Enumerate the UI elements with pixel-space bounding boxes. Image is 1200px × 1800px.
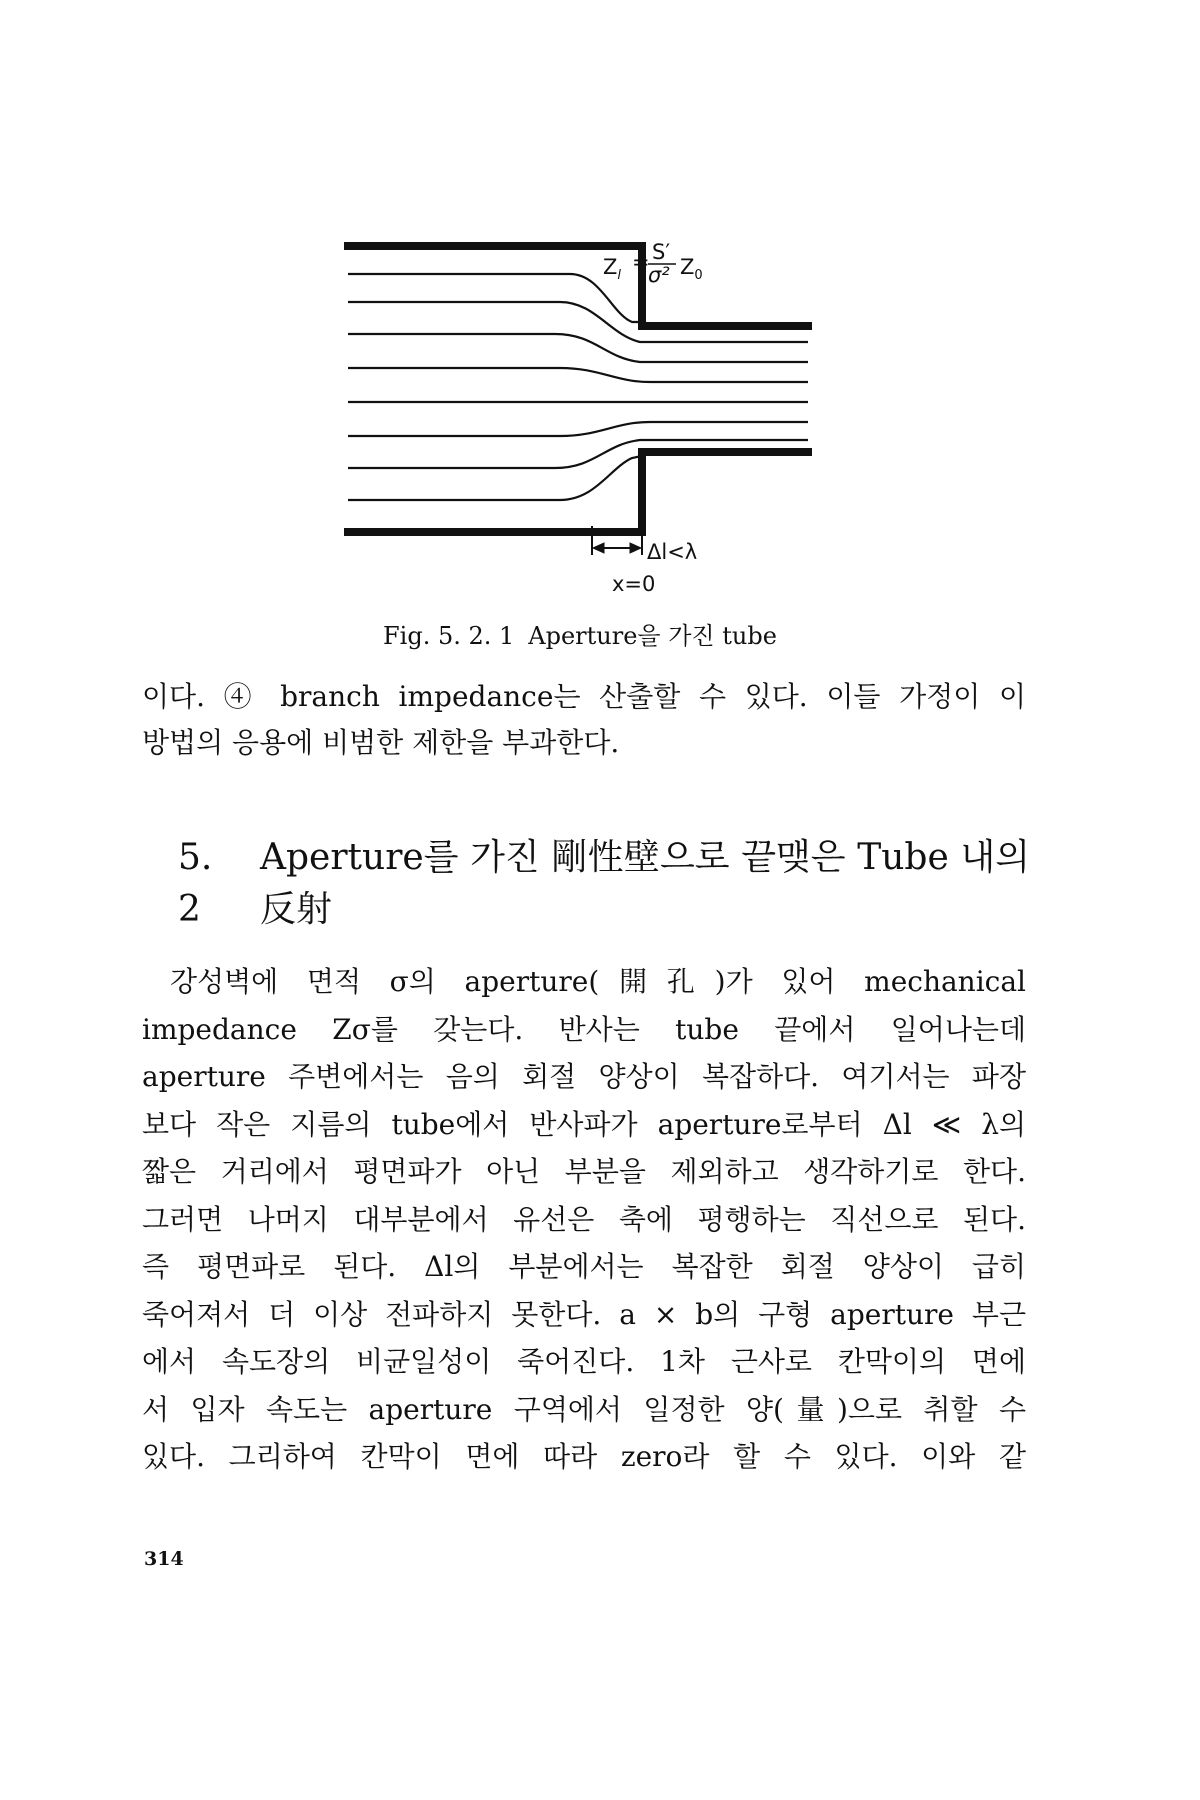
- formula-denominator: σ²: [648, 263, 670, 287]
- section-number: 5. 2: [178, 837, 213, 930]
- page-number: 314: [144, 1548, 184, 1570]
- figure-number: Fig. 5. 2. 1: [383, 622, 515, 650]
- paragraph-line: 강성벽에 면적 σ의 aperture(開孔)가 있어 mechanical: [170, 965, 1026, 998]
- streamline: [348, 422, 808, 436]
- paragraph-line: impedance Zσ를 갖는다. 반사는 tube 끝에서 일어나는데: [142, 1012, 1026, 1046]
- paragraph-line: 즉 평면파로 된다. Δl의 부분에서는 복잡한 회절 양상이 급히: [142, 1250, 1026, 1283]
- formula-equals: =: [632, 250, 650, 274]
- paragraph-line: aperture 주변에서는 음의 회절 양상이 복잡하다. 여기서는 파장: [142, 1060, 1026, 1093]
- paragraph-line: 있다. 그리하여 칸막이 면에 따라 zero라 할 수 있다. 이와 같: [142, 1440, 1026, 1473]
- section-title-line2: 反射: [260, 889, 333, 930]
- paragraph-line: 방법의 응용에 비범한 제한을 부과한다.: [142, 726, 620, 759]
- tube-walls: [348, 246, 808, 532]
- formula-lhs: $Z_l$: [603, 255, 622, 283]
- figure-aperture-tube: [330, 230, 830, 600]
- paragraph-intro: [142, 674, 1026, 766]
- x-origin-label: x=0: [612, 572, 656, 596]
- formula-rhs: $Z_0$: [680, 255, 703, 283]
- streamline: [348, 368, 808, 382]
- paragraph-body: [142, 958, 1026, 1481]
- paragraph-line: 보다 작은 지름의 tube에서 반사파가 aperture로부터 Δl ≪ λ의: [142, 1107, 1026, 1141]
- figure-caption: [383, 616, 777, 651]
- streamlines: [348, 274, 808, 500]
- tube-top-wall: [348, 246, 808, 326]
- paragraph-line: 에서 속도장의 비균일성이 죽어진다. 1차 근사로 칸막이의 면에: [142, 1345, 1026, 1378]
- section-title-line1: Aperture를 가진 剛性壁으로 끝맺은 Tube 내의: [260, 837, 1030, 878]
- paragraph-line: 짧은 거리에서 평면파가 아닌 부분을 제외하고 생각하기로 한다.: [142, 1155, 1026, 1188]
- delta-label: Δl<λ: [647, 540, 698, 564]
- paragraph-line: 죽어져서 더 이상 전파하지 못한다. a × b의 구형 aperture 부근: [142, 1297, 1026, 1331]
- paragraph-line: 이다. ④ branch impedance는 산출할 수 있다. 이들 가정이 이: [142, 680, 1026, 713]
- figure-caption-text: Aperture을 가진 tube: [528, 622, 777, 650]
- formula-numerator: S′: [652, 240, 671, 264]
- streamline: [348, 274, 642, 322]
- paragraph-line: 서 입자 속도는 aperture 구역에서 일정한 양(量)으로 취할 수: [142, 1392, 1026, 1426]
- streamline: [348, 334, 808, 362]
- paragraph-line: 그러면 나머지 대부분에서 유선은 축에 평행하는 직선으로 된다.: [142, 1202, 1026, 1236]
- streamline: [348, 456, 642, 500]
